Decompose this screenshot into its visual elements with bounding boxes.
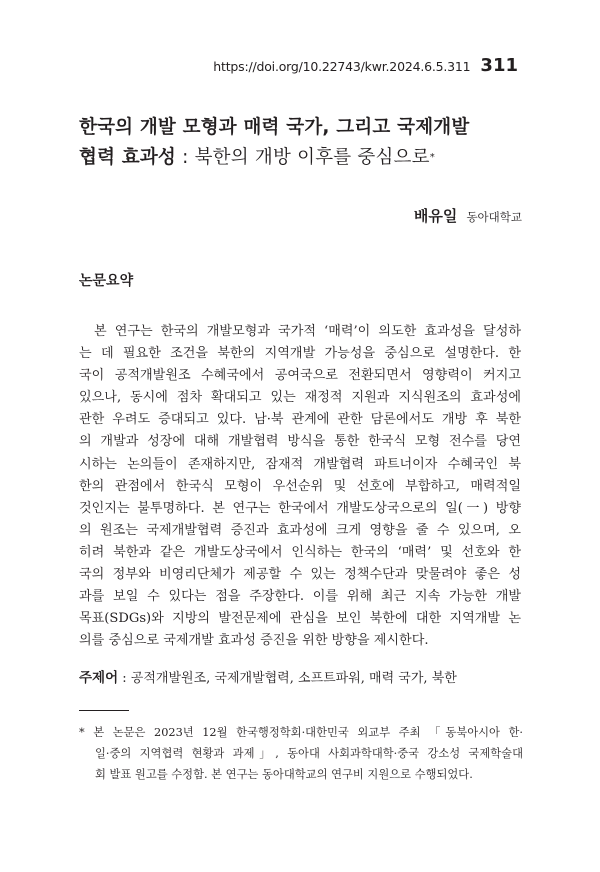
abstract-line: 히려 북한과 같은 개발도상국에서 인식하는 한국의 ‘매력’ 및 선호와 한 bbox=[79, 544, 521, 560]
abstract-line: 시하는 논의들이 존재하지만, 잠재적 개발협력 파트너이자 수혜국인 북 bbox=[79, 456, 521, 472]
abstract-line: 과를 보일 수 있다는 점을 주장한다. 이를 위해 최근 지속 가능한 개발 bbox=[79, 589, 521, 605]
abstract-line: 의를 중심으로 국제개발 효과성 증진을 위한 방향을 제시한다. bbox=[79, 633, 429, 649]
author-block bbox=[414, 205, 522, 226]
keywords bbox=[79, 666, 457, 686]
abstract-line: 본 연구는 한국의 개발모형과 국가적 ‘매력’이 의도한 효과성을 달성하 bbox=[94, 324, 521, 339]
keywords-label: 주제어 bbox=[79, 670, 119, 686]
abstract-heading: 논문요약 bbox=[79, 273, 134, 289]
footnote-divider bbox=[79, 710, 129, 711]
keywords-separator: : bbox=[118, 671, 131, 686]
paper-title bbox=[79, 113, 539, 173]
doi-link[interactable]: https://doi.org/10.22743/kwr.2024.6.5.311 bbox=[213, 59, 471, 74]
abstract-line: 것인지는 불투명하다. 본 연구는 한국에서 개발도상국으로의 일(一) 방향 bbox=[79, 500, 521, 516]
author-name: 배유일 bbox=[413, 207, 458, 225]
abstract-line: 의 개발과 성장에 대해 개발협력 방식을 통한 한국식 모형 전수를 당연 bbox=[79, 434, 521, 450]
footnote-line: * 본 논문은 2023년 12월 한국행정학회·대한민국 외교부 주최 「동북아시아 한· bbox=[79, 726, 523, 739]
abstract-line: 의 원조는 국제개발협력 증진과 효과성에 크게 영향을 줄 수 있으며, 오 bbox=[79, 522, 521, 538]
title-line-2: 협력 효과성 bbox=[79, 147, 176, 168]
footnote-line: 회 발표 원고를 수정함. 본 연구는 동아대학교의 연구비 지원으로 수행되었다. bbox=[95, 768, 473, 781]
running-header bbox=[213, 55, 518, 76]
title-line-1: 한국의 개발 모형과 매력 국가, 그리고 국제개발 bbox=[79, 117, 470, 138]
title-separator: : bbox=[176, 147, 195, 168]
page-number: 311 bbox=[480, 55, 518, 76]
abstract-line: 국의 정부와 비영리단체가 제공할 수 있는 정책수단과 맞물려야 좋은 성 bbox=[79, 567, 521, 583]
abstract-line: 한의 관점에서 한국식 모형이 우선순위 및 선호에 부합하고, 매력적일 bbox=[79, 478, 521, 494]
abstract-line: 목표(SDGs)와 지방의 발전문제에 관심을 보인 북한에 대한 지역개발 논 bbox=[79, 611, 521, 627]
keywords-list: 공적개발원조, 국제개발협력, 소프트파워, 매력 국가, 북한 bbox=[130, 671, 457, 686]
footnote-line: 일·중의 지역협력 현황과 과제」, 동아대 사회과학대학·중국 강소성 국제학술대 bbox=[95, 747, 523, 760]
abstract-line: 있으나, 동시에 점차 확대되고 있는 재정적 지원과 지식원조의 효과성에 bbox=[79, 390, 521, 406]
abstract-line: 국이 공적개발원조 수혜국에서 공여국으로 전환되면서 영향력이 커지고 bbox=[79, 368, 521, 384]
author-affiliation: 동아대학교 bbox=[466, 210, 522, 224]
footnote bbox=[79, 722, 523, 785]
abstract-line: 관한 우려도 증대되고 있다. 남·북 관계에 관한 담론에서도 개방 후 북한 bbox=[79, 412, 521, 428]
title-footnote-mark[interactable]: * bbox=[429, 152, 435, 163]
paper-subtitle: 북한의 개방 이후를 중심으로 bbox=[194, 147, 430, 168]
abstract-body bbox=[79, 321, 521, 652]
abstract-line: 는 데 필요한 조건을 북한의 지역개발 가능성을 중심으로 설명한다. 한 bbox=[79, 346, 521, 362]
